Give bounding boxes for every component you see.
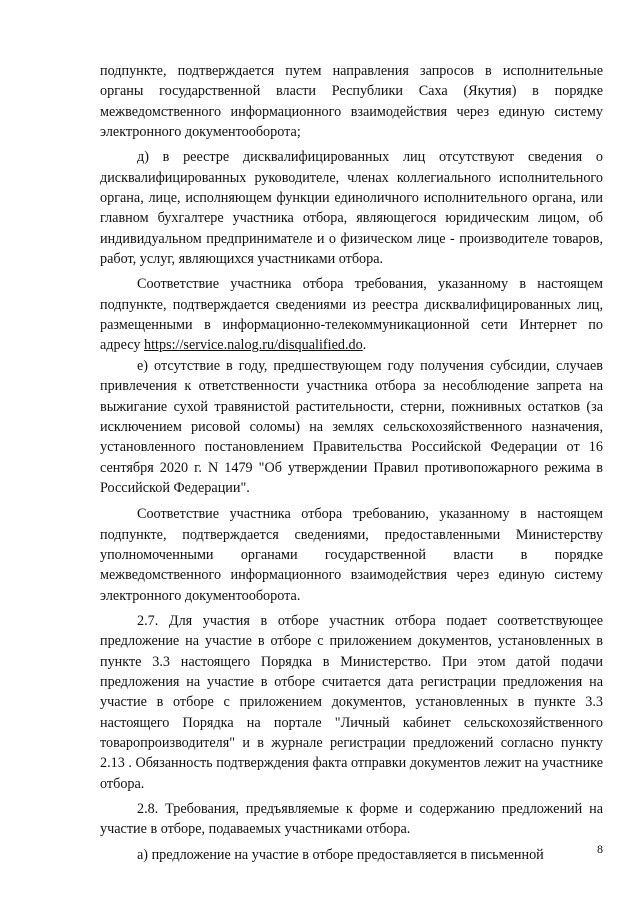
document-body	[100, 61, 603, 865]
paragraph-subpoint-a: а) предложение на участие в отборе предоставляется в письменной	[137, 846, 544, 863]
paragraph-disqualified-registry-end: .	[362, 337, 367, 354]
paragraph-section-2-7: 2.7. Для участия в отборе участник отбора подает соответствующее предложение на участие в отборе с приложением документов, установленных в пункте 3.3 настоящего Порядка в Министерство. При этом датой подачи предложения на участие в отборе считается дата регистрации предложения на участие в отборе с приложением документов, установленных в пункте 3.3 настоящего Порядка на портале "Личный кабинет сельскохозяйственного товаропроизводителя" и в журнале регистрации предложений согласно пункту 2.13 . Обязанность подтверждения факта отправки документов лежит на участнике отбора.	[100, 612, 603, 792]
paragraph-subpoint-d: д) в реестре дисквалифицированных лиц отсутствуют сведения о дисквалифицированных руководителе, членах коллегиального исполнительного органа, лице, исполняющем функции единоличного исполнительного органа, или главном бухгалтере участника отбора, являющегося юридическим лицом, об индивидуальном предпринимателе и о физическом лице - производителе товаров, работ, услуг, являющихся участниками отбора.	[100, 149, 603, 268]
paragraph-continuation: подпункте, подтверждается путем направления запросов в исполнительные органы государственной власти Республики Саха (Якутия) в порядке межведомственного информационного взаимодействия через единую систему электронного документооборота;	[100, 63, 603, 141]
paragraph-compliance: Соответствие участника отбора требованию, указанному в настоящем подпункте, подтверждается сведениями, предоставленными Министерству уполномоченными органами государственной власти в порядке межведомственного информационного взаимодействия через единую систему электронного документооборота.	[100, 506, 603, 604]
paragraph-subpoint-e: е) отсутствие в году, предшествующем году получения субсидии, случаев привлечения к ответственности участника отбора за несоблюдение запрета на выжигание сухой травянистой растительности, стерни, пожнивных остатков (за исключением рисовой соломы) на землях сельскохозяйственного назначения, установленного постановлением Правительства Российской Федерации от 16 сентября 2020 г. N 1479 "Об утверждении Правил противопожарного режима в Российской Федерации".	[100, 357, 603, 496]
paragraph-section-2-8: 2.8. Требования, предъявляемые к форме и содержанию предложений на участие в отборе, подаваемых участниками отбора.	[100, 801, 603, 838]
page-number: 8	[597, 842, 603, 856]
paragraph-disqualified-registry	[100, 274, 603, 355]
paragraph-disqualified-registry-text: Соответствие участника отбора требования, указанному в настоящем подпункте, подтверждается сведениями из реестра дисквалифицированных лиц, размещенными в информационно-телекоммуникационной сети Интернет по адресу	[100, 276, 603, 354]
registry-link[interactable]: https://service.nalog.ru/disqualified.do	[144, 337, 363, 354]
